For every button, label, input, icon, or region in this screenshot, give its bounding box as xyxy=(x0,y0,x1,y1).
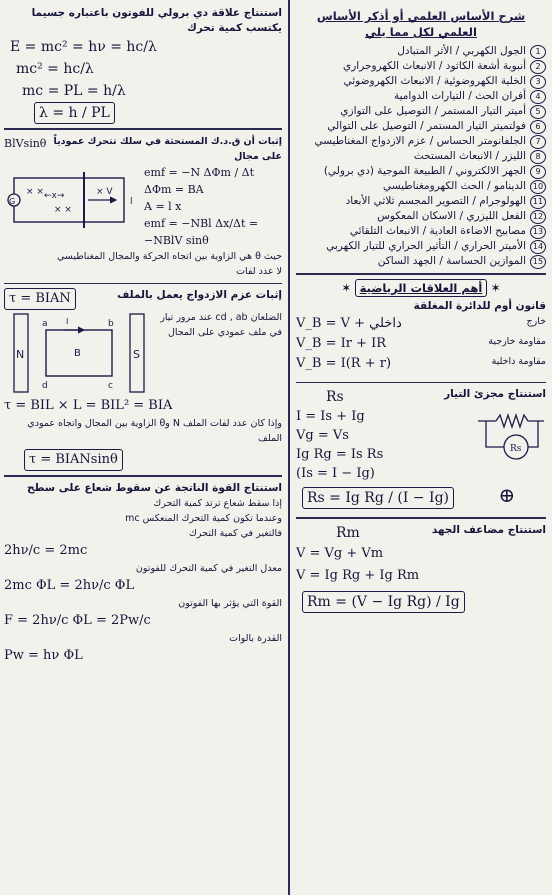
section-rule xyxy=(296,382,546,384)
concept-item xyxy=(296,209,546,224)
item-number: 2 xyxy=(530,60,546,74)
photon-note: القدرة بالوات xyxy=(229,632,282,644)
torque-body xyxy=(4,310,282,396)
item-text: الأميتر الحراري / التأثير الحراري للتيار الكهربي xyxy=(326,240,526,252)
item-text: مصابيح الاضاءة العادية / الانبعاث التلقائي xyxy=(349,225,526,237)
item-text: الجلفانومتر الحساس / عزم الازدواج المغناطيسي xyxy=(314,135,526,147)
shunt-result-row xyxy=(302,485,546,509)
item-text: الفعل الليزري / الاسكان المعكوس xyxy=(377,210,526,222)
emf-equations xyxy=(144,164,282,249)
photon-equation: 2mc ΦL = 2hν/c ΦL xyxy=(4,577,135,593)
item-text: الهولوجرام / التصوير المجسم ثلاثي الأبعاد xyxy=(345,195,526,207)
shunt-circuit xyxy=(476,407,546,467)
photon-note: فالتغير في كمية التحرك xyxy=(189,527,282,539)
emf-title: إثبات أن ق.د.ك المستحثة في سلك تتحرك عمودياً على مجال xyxy=(53,135,282,162)
item-text: أنبوبة أشعة الكاثود / الانبعاث الكهروحراري xyxy=(342,60,526,72)
item-text: أفران الحث / التيارات الدوامية xyxy=(393,90,526,102)
item-text: الدينامو / الحث الكهرومغناطيسي xyxy=(382,180,526,192)
photon-note: إذا سقط شعاع ترتد كمية التحرك xyxy=(153,497,282,509)
item-number: 6 xyxy=(530,120,546,134)
concept-item xyxy=(296,104,546,119)
item-number: 12 xyxy=(530,210,546,224)
emf-label: BlVsinθ xyxy=(4,136,47,150)
emf-equation: emf = −NBl Δx/Δt = −NBlV sinθ xyxy=(144,216,259,247)
svg-text:B: B xyxy=(74,348,81,359)
section-rule xyxy=(4,475,282,477)
svg-text:b: b xyxy=(108,319,114,329)
ohm-title: قانون أوم للدائرة المغلقة xyxy=(413,299,546,312)
vb-equation: V_B = Ir + IR xyxy=(296,335,387,351)
concept-item xyxy=(296,149,546,164)
vb-equation: V_B = I(R + r) xyxy=(296,355,392,371)
concept-item xyxy=(296,119,546,134)
item-number: 1 xyxy=(530,45,546,59)
torque-result: τ = BIANsinθ xyxy=(24,449,123,471)
concept-item xyxy=(296,89,546,104)
right-column xyxy=(292,0,552,895)
item-number: 15 xyxy=(530,255,546,269)
photon-title: استنتاج القوة الناتجة عن سقوط شعاع على سطح xyxy=(27,481,282,494)
math-heading-row xyxy=(296,279,546,297)
svg-text:I: I xyxy=(66,317,69,326)
section-rule xyxy=(4,283,282,285)
torque-result-row xyxy=(24,449,282,471)
emf-equation: ΔΦm = BA xyxy=(144,182,204,196)
emf-note: حيث θ هي الزاوية بين اتجاه الحركة والمجال المغناطيسي xyxy=(56,250,282,262)
svg-text:N: N xyxy=(16,348,25,361)
item-text: الخلية الكهروضوئية / الانبعاث الكهروضوئي xyxy=(343,75,526,87)
photon-note: معدل التغير في كمية التحرك للفوتون xyxy=(135,562,282,574)
photon-note: وعندما تكون كمية التحرك المنعكس mc xyxy=(125,512,282,524)
emf-note2: لا عدد لفات xyxy=(236,265,282,277)
item-number: 5 xyxy=(530,105,546,119)
photon-equation: 2hν/c = 2mc xyxy=(4,542,88,558)
item-number: 9 xyxy=(530,165,546,179)
mult-result: Rm = (V − Ig Rg) / Ig xyxy=(302,591,465,613)
item-number: 3 xyxy=(530,75,546,89)
torque-side-text: الضلعان cd , ab عند مرور تيار في ملف عمودي على المجال xyxy=(160,312,282,338)
item-number: 10 xyxy=(530,180,546,194)
vb-equations xyxy=(296,314,546,374)
debroglie-result: λ = h / PL xyxy=(34,102,115,124)
svg-text:G: G xyxy=(9,196,16,206)
math-heading: أهم العلاقات الرياضية xyxy=(355,279,488,297)
column-divider xyxy=(288,0,290,895)
concept-item xyxy=(296,59,546,74)
mult-header xyxy=(296,523,546,543)
photon-equation: F = 2hν/c ΦL = 2Pw/c xyxy=(4,612,151,628)
torque-equations xyxy=(4,396,282,416)
vb-line xyxy=(296,354,546,374)
star-icon: ✶ xyxy=(341,280,352,295)
svg-text:S: S xyxy=(133,348,140,361)
torque-equation: τ = BIL × L = BIL² = BIA xyxy=(4,398,173,413)
item-text: أميتر التيار المستمر / التوصيل على التوازي xyxy=(340,105,526,117)
vb-equation: V_B = V + داخلي xyxy=(296,315,402,331)
mult-equations xyxy=(296,543,546,587)
photon-block xyxy=(4,496,282,666)
section-rule xyxy=(296,273,546,275)
svg-text:d: d xyxy=(42,381,48,391)
svg-text:× ×: × × xyxy=(26,186,44,197)
shunt-equation: I = Is + Ig xyxy=(296,409,365,424)
section-rule xyxy=(4,128,282,130)
vb-line xyxy=(296,314,546,334)
debroglie-equation: mc² = hc/λ xyxy=(16,61,94,77)
photon-equation: Pw = hν ΦL xyxy=(4,647,83,663)
vb-line xyxy=(296,334,546,354)
concept-item xyxy=(296,254,546,269)
shunt-equation: (Is = I − Ig) xyxy=(296,466,375,481)
debroglie-title: استنتاج علاقة دي برولي للفوتون باعتباره جسيما يكتسب كمية تحرك xyxy=(31,7,282,34)
debroglie-equations xyxy=(4,36,282,102)
vb-label: خارج xyxy=(526,315,546,327)
plus-mark-icon: ⊕ xyxy=(498,483,516,507)
section-rule xyxy=(296,517,546,519)
emf-body xyxy=(4,164,282,249)
star-icon: ✶ xyxy=(490,280,501,295)
torque-label: τ = BIAN xyxy=(4,288,76,310)
item-number: 14 xyxy=(530,240,546,254)
coil-diagram xyxy=(4,310,154,396)
shunt-body xyxy=(296,407,546,483)
emf-equation: emf = −N ΔΦm / Δt xyxy=(144,165,255,179)
shunt-equation: Ig Rg = Is Rs xyxy=(296,447,384,462)
mult-equation: V = Vg + Vm xyxy=(296,545,384,561)
emf-equation: A = l x xyxy=(144,199,182,213)
item-number: 13 xyxy=(530,225,546,239)
concept-item xyxy=(296,224,546,239)
shunt-label: Rs xyxy=(326,389,344,405)
item-text: الموازين الحساسة / الجهد الساكن xyxy=(377,255,526,267)
emf-header xyxy=(4,134,282,164)
shunt-equation: Vg = Vs xyxy=(296,428,349,443)
svg-text:× ×: × × xyxy=(54,204,72,215)
mult-result-row xyxy=(302,591,546,613)
svg-text:× V: × V xyxy=(96,186,113,197)
mult-label: Rm xyxy=(336,524,360,541)
shunt-result: Rs = Ig Rg / (I − Ig) xyxy=(302,487,454,509)
svg-text:←x→: ←x→ xyxy=(44,190,65,201)
torque-note: وإذا كان عدد لفات الملف N وθ الزاوية بين المجال واتجاه عمودي الملف xyxy=(27,418,282,444)
svg-text:Rs: Rs xyxy=(510,444,522,454)
item-number: 11 xyxy=(530,195,546,209)
item-number: 4 xyxy=(530,90,546,104)
concept-item xyxy=(296,194,546,209)
shunt-header xyxy=(296,387,546,407)
concept-item xyxy=(296,74,546,89)
torque-title: إثبات عزم الازدواج يعمل بالملف xyxy=(117,289,282,301)
mult-title: استنتاج مضاعف الجهد xyxy=(431,523,546,536)
concept-item xyxy=(296,134,546,149)
vb-label: مقاومة خارجية xyxy=(488,335,546,347)
concept-item xyxy=(296,179,546,194)
svg-text:c: c xyxy=(108,381,113,391)
item-text: الجول الكهربي / الأثر المتبادل xyxy=(397,45,526,57)
debroglie-result-row xyxy=(34,102,282,124)
item-number: 8 xyxy=(530,150,546,164)
item-text: فولتميتر التيار المستمر / التوصيل على التوالي xyxy=(327,120,526,132)
photon-note: القوة التي يؤثر بها الفوتون xyxy=(178,597,282,609)
svg-text:l: l xyxy=(130,196,133,207)
item-text: الليزر / الانبعاث المستحث xyxy=(413,150,526,162)
vb-label: مقاومة داخلية xyxy=(491,355,546,367)
concept-item xyxy=(296,164,546,179)
concept-item xyxy=(296,239,546,254)
item-number: 7 xyxy=(530,135,546,149)
item-text: الجهر الالكتروني / الطبيعة الموجية (دي برولي) xyxy=(323,165,526,177)
concept-item xyxy=(296,44,546,59)
right-heading: شرح الأساس العلمي أو أذكر الأساس العلمي لكل مما يلي xyxy=(316,9,526,39)
mult-equation: V = Ig Rg + Ig Rm xyxy=(296,567,420,583)
shunt-equations xyxy=(296,407,476,483)
concept-list xyxy=(296,44,546,269)
emf-rod-diagram xyxy=(4,164,144,234)
svg-text:a: a xyxy=(42,319,48,329)
debroglie-equation: E = mc² = hν = hc/λ xyxy=(10,39,157,55)
debroglie-equation: mc = PL = h/λ xyxy=(22,83,126,99)
shunt-title: استنتاج مجزئ التيار xyxy=(444,388,546,400)
torque-header xyxy=(4,288,282,310)
